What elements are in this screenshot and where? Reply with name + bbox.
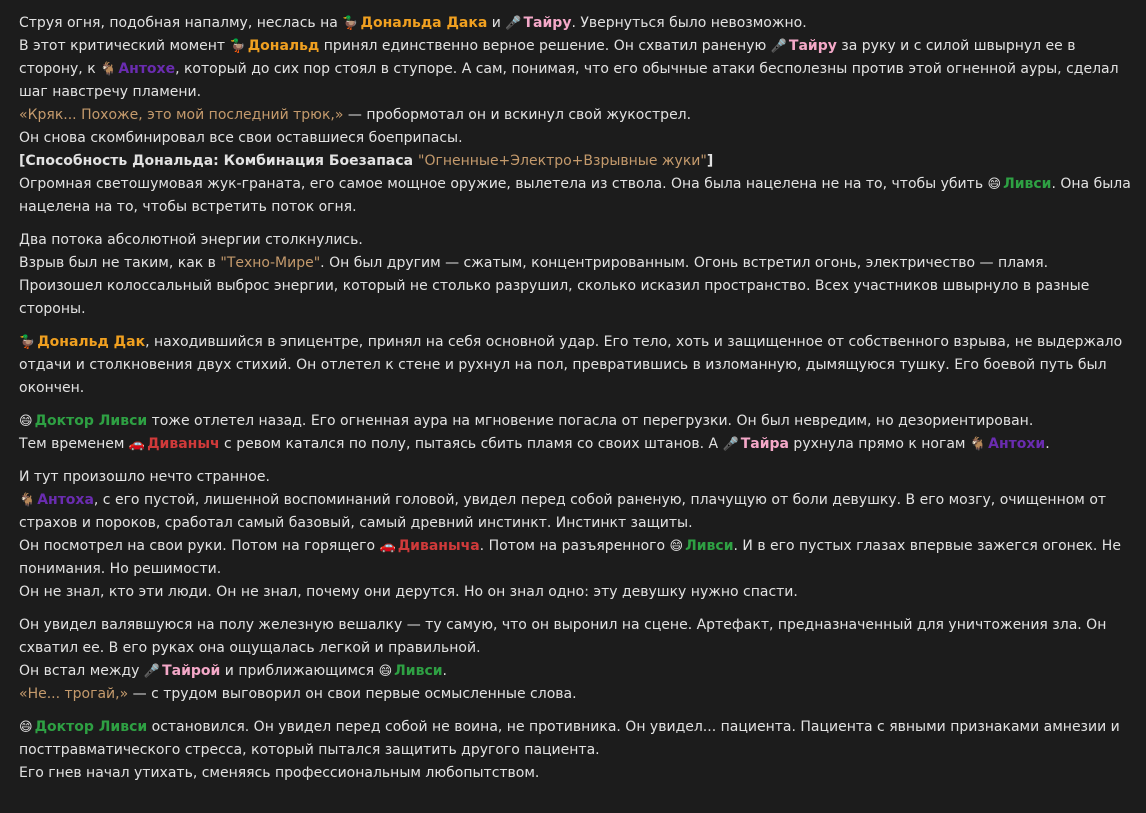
body-text: Струя огня, подобная напалму, неслась на <box>19 15 343 31</box>
livsi-emoji-icon: 😄 <box>19 720 33 735</box>
livsi-emoji-icon: 😄 <box>669 539 684 554</box>
antoha-emoji-icon: 🐐 <box>100 62 117 77</box>
text-line <box>19 466 1132 489</box>
paragraph <box>19 466 1132 604</box>
text-line <box>19 104 1132 127</box>
text-line <box>19 150 1132 173</box>
text-line <box>19 410 1132 433</box>
livsi-emoji-icon: 😄 <box>19 414 33 429</box>
character-name-divanych: Диваныча <box>397 538 480 554</box>
body-text: . Увернуться было невозможно. <box>571 15 807 31</box>
body-text: , который до сих пор стоял в ступоре. А сам, понимая, что его обычные атаки бесполезны против этой огненной ауры, сделал шаг навстречу пламени. <box>19 61 1123 100</box>
body-text: , находившийся в эпицентре, принял на себя основной удар. Его тело, хоть и защищенное от собственного взрыва, не выдержало отдачи и столкновения двух стихий. Он отлетел к стене и рухнул на пол, превратившись в изломанную, дымящуюся тушку. Его боевой путь был окончен. <box>19 334 1127 396</box>
quote-text: «Кряк... Похоже, это мой последний трюк,» <box>19 107 344 123</box>
livsi-emoji-icon: 😄 <box>987 177 1002 192</box>
body-text: . <box>442 663 447 679</box>
antoha-emoji-icon: 🐐 <box>969 437 987 452</box>
paragraph <box>19 614 1132 706</box>
body-text: Огромная светошумовая жук-граната, его самое мощное оружие, вылетела из ствола. Она была нацелена не на то, чтобы убить <box>19 176 988 192</box>
body-text: И тут произошло нечто странное. <box>19 469 270 485</box>
taira-emoji-icon: 🎤 <box>722 437 739 452</box>
character-name-livsi: Доктор Ливси <box>34 413 148 429</box>
text-line <box>19 12 1132 35</box>
text-line <box>19 252 1132 321</box>
taira-emoji-icon: 🎤 <box>505 16 522 31</box>
body-text: Его гнев начал утихать, сменяясь профессиональным любопытством. <box>19 765 540 781</box>
character-name-donald: Дональд <box>247 38 320 54</box>
ability-label: [Способность Дональда: Комбинация Боезапаса <box>19 153 418 169</box>
character-name-taira: Тайру <box>788 38 837 54</box>
body-text: Тем временем <box>19 436 129 452</box>
text-line <box>19 762 1132 785</box>
ability-label: ] <box>706 153 714 169</box>
body-text: . И в его пустых глазах впервые зажегся огонек. Не понимания. Но решимости. <box>19 538 1126 577</box>
character-name-antoha: Антохе <box>118 61 176 77</box>
text-line <box>19 581 1132 604</box>
paragraph <box>19 716 1132 785</box>
paragraph <box>19 229 1132 321</box>
divanych-emoji-icon: 🚗 <box>379 539 396 554</box>
donald-emoji-icon: 🦆 <box>229 39 246 54</box>
text-line <box>19 127 1132 150</box>
taira-emoji-icon: 🎤 <box>770 39 787 54</box>
paragraph <box>19 12 1136 219</box>
paragraph <box>19 410 1132 456</box>
text-line <box>19 716 1132 762</box>
text-line <box>19 683 1132 706</box>
body-text: — пробормотал он и вскинул свой жукострел. <box>343 107 692 123</box>
body-text: . Она была нацелена на то, чтобы встретить поток огня. <box>19 176 1136 215</box>
body-text: . <box>1045 436 1050 452</box>
text-line <box>19 331 1132 400</box>
livsi-emoji-icon: 😄 <box>378 664 393 679</box>
character-name-livsi: Доктор Ливси <box>34 719 148 735</box>
character-name-antoha: Антоха <box>37 492 94 508</box>
character-name-divanych: Диваныч <box>147 436 220 452</box>
donald-emoji-icon: 🦆 <box>342 16 359 31</box>
character-name-donald: Дональда Дака <box>360 15 488 31</box>
character-name-taira: Тайра <box>740 436 789 452</box>
body-text: . Потом на разъяренного <box>479 538 670 554</box>
body-text: , с его пустой, лишенной воспоминаний головой, увидел перед собой раненую, плачущую от боли девушку. В его мозгу, очищенном от страхов и пороков, сработал самый базовый, самый древний инстинкт. Инстинкт защиты. <box>19 492 1111 531</box>
character-name-taira: Тайру <box>523 15 572 31</box>
character-name-livsi: Ливси <box>394 663 443 679</box>
body-text: Он не знал, кто эти люди. Он не знал, почему они дерутся. Но он знал одно: эту девушку нужно спасти. <box>19 584 798 600</box>
body-text: принял единственно верное решение. Он схватил раненую <box>319 38 771 54</box>
quote-text: "Техно-Мире" <box>220 255 321 271</box>
body-text: и приближающимся <box>220 663 379 679</box>
body-text: Он снова скомбинировал все свои оставшиеся боеприпасы. <box>19 130 463 146</box>
donald-emoji-icon: 🦆 <box>19 335 36 350</box>
body-text: Взрыв был не таким, как в <box>19 255 221 271</box>
character-name-antoha: Антохи <box>988 436 1046 452</box>
body-text: . Он был другим — сжатым, концентрированным. Огонь встретил огонь, электричество — пламя. Произошел колоссальный выброс энергии, который не столько разрушил, сколько исказил пространство. Всех участников швырнуло в разные стороны. <box>19 255 1094 317</box>
character-name-livsi: Ливси <box>685 538 734 554</box>
body-text: Он посмотрел на свои руки. Потом на горящего <box>19 538 380 554</box>
body-text: В этот критический момент <box>19 38 230 54</box>
text-line <box>19 229 1132 252</box>
divanych-emoji-icon: 🚗 <box>128 437 146 452</box>
paragraph <box>19 331 1132 400</box>
body-text: с ревом катался по полу, пытаясь сбить пламя со своих штанов. А <box>219 436 723 452</box>
body-text: Он увидел валявшуюся на полу железную вешалку — ту самую, что он выронил на сцене. Артефакт, предназначенный для уничтожения зла. Он схватил ее. В его руках она ощущалась легкой и правильной. <box>19 617 1111 656</box>
body-text: тоже отлетел назад. Его огненная аура на мгновение погасла от перегрузки. Он был невредим, но дезориентирован. <box>147 413 1034 429</box>
body-text: Два потока абсолютной энергии столкнулись. <box>19 232 363 248</box>
text-line <box>19 535 1132 581</box>
character-name-donald: Дональд Дак <box>37 334 146 350</box>
quote-text: "Огненные+Электро+Взрывные жуки" <box>418 153 707 169</box>
character-name-taira: Тайрой <box>162 663 221 679</box>
text-line <box>19 614 1132 660</box>
text-line <box>19 660 1132 683</box>
antoha-emoji-icon: 🐐 <box>19 493 36 508</box>
quote-text: «Не... трогай,» <box>19 686 129 702</box>
body-text: за руку и с силой швырнул ее в сторону, к <box>19 38 1080 77</box>
text-line <box>19 433 1132 456</box>
body-text: остановился. Он увидел перед собой не воина, не противника. Он увидел... пациента. Пациента с явными признаками амнезии и посттравматического стресса, который пытался защитить другого пациента. <box>19 719 1125 758</box>
taira-emoji-icon: 🎤 <box>143 664 161 679</box>
text-line <box>19 35 1132 104</box>
body-text: и <box>487 15 506 31</box>
body-text: Он встал между <box>19 663 144 679</box>
body-text: рухнула прямо к ногам <box>788 436 970 452</box>
text-line <box>19 173 1136 219</box>
character-name-livsi: Ливси <box>1003 176 1052 192</box>
body-text: — с трудом выговорил он свои первые осмысленные слова. <box>128 686 577 702</box>
text-line <box>19 489 1132 535</box>
